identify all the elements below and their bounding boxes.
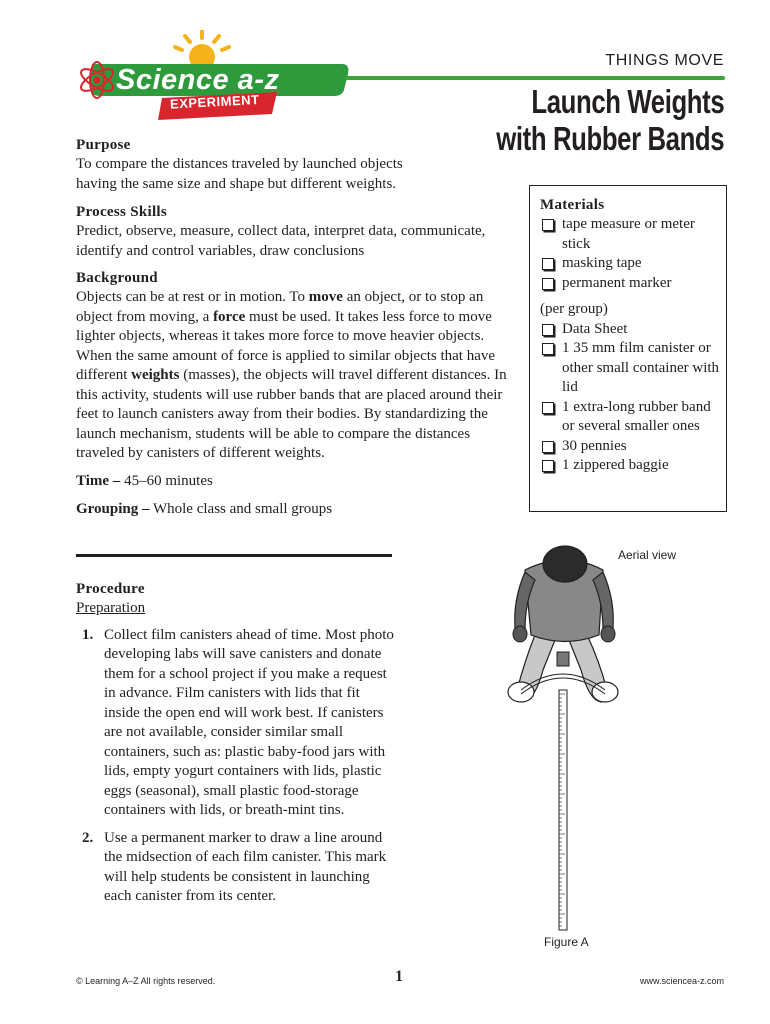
grouping-line xyxy=(76,500,506,520)
checkbox-icon xyxy=(542,460,554,472)
checkbox-icon xyxy=(542,402,554,414)
per-group-label: (per group) xyxy=(540,301,608,317)
grouping-value: Whole class and small groups xyxy=(149,501,333,517)
checkbox-icon xyxy=(542,278,554,290)
materials-item: Data Sheet xyxy=(540,320,720,340)
purpose-heading: Purpose xyxy=(76,137,131,153)
term-weights: weights xyxy=(131,367,180,383)
procedure-step xyxy=(82,626,396,821)
page-title-line1: Launch Weights xyxy=(531,83,724,120)
materials-item: masking tape xyxy=(540,254,720,274)
procedure-section xyxy=(76,580,396,907)
step-number: 1. xyxy=(82,626,94,643)
background-text: Objects can be at rest or in motion. To move an object, or to stop an object from moving, a force must be used. It takes less force to move lighter objects, whereas it takes more force to move heavier objects. When the same amount of force is applied to similar objects that have different weights (masses), the objects will travel different distances. In this activity, students will use rubber bands that are placed around their feet to launch canisters away from their bodies. By standardizing the launch mechanism, students will be able to compare the distances traveled by canisters of different weights. xyxy=(76,289,507,461)
header-rule xyxy=(345,76,725,80)
term-move: move xyxy=(308,289,343,305)
materials-item: 1 extra-long rubber band or several smaller ones xyxy=(540,398,720,437)
materials-item: permanent marker xyxy=(540,274,720,294)
grouping-label: Grouping – xyxy=(76,501,150,517)
section-divider xyxy=(76,554,392,557)
procedure-heading: Procedure xyxy=(76,581,145,597)
step-text: Use a permanent marker to draw a line around the midsection of each film canister. This mark will help students be consistent in launching each canister from its center. xyxy=(104,829,387,904)
figure-caption-bottom: Figure A xyxy=(544,935,589,949)
time-value: 45–60 minutes xyxy=(120,472,213,489)
logo-brand: Science a-z xyxy=(116,64,280,96)
checkbox-icon xyxy=(542,324,554,336)
footer-url: www.sciencea-z.com xyxy=(639,976,724,986)
purpose-section xyxy=(76,136,506,194)
checkbox-icon xyxy=(542,441,554,453)
background-section xyxy=(76,269,506,464)
figure-a xyxy=(495,540,635,935)
materials-item: tape measure or meter stick xyxy=(540,215,720,254)
checkbox-icon xyxy=(542,258,554,270)
left-column xyxy=(76,136,506,520)
step-text: Collect film canisters ahead of time. Most photo developing labs will save canisters and donate them for a school project if you make a request in advance. Film canisters with lids that fit inside the open end will work best. If canisters are not available, consider similar small containers, such as: plastic baby-food jars with lids, empty yogurt containers with lids, plastic eggs (seasonal), small plastic food-storage containers with lids, or breath-mint tins. xyxy=(104,626,394,818)
step-number: 2. xyxy=(82,829,94,846)
background-heading: Background xyxy=(76,270,158,286)
checkbox-icon xyxy=(542,219,554,231)
materials-item: 1 35 mm film canister or other small container with lid xyxy=(540,339,720,398)
figure-caption-top: Aerial view xyxy=(618,548,677,562)
purpose-text: To compare the distances traveled by launched objects having the same size and shape but different weights. xyxy=(76,156,403,192)
time-label: Time – xyxy=(76,472,121,489)
materials-heading: Materials xyxy=(540,197,605,213)
materials-box xyxy=(529,185,727,512)
procedure-subheading: Preparation xyxy=(76,600,146,616)
process-skills-heading: Process Skills xyxy=(76,204,168,220)
aerial-person-illustration-icon xyxy=(495,540,635,935)
process-skills-section xyxy=(76,203,506,261)
page-number: 1 xyxy=(395,968,403,985)
materials-item: 30 pennies xyxy=(540,437,720,457)
page-title-line2: with Rubber Bands xyxy=(496,120,724,157)
category-label: THINGS MOVE xyxy=(605,52,724,69)
checkbox-icon xyxy=(542,343,554,355)
materials-item: 1 zippered baggie xyxy=(540,456,720,476)
footer-copyright: © Learning A–Z All rights reserved. xyxy=(76,976,216,986)
logo xyxy=(72,30,352,125)
process-skills-text: Predict, observe, measure, collect data, interpret data, communicate, identify and control variables, draw conclusions xyxy=(76,223,486,259)
term-force: force xyxy=(213,308,246,325)
logo-ribbon: EXPERIMENT xyxy=(169,91,260,112)
procedure-step xyxy=(82,829,396,907)
time-line xyxy=(76,472,506,492)
